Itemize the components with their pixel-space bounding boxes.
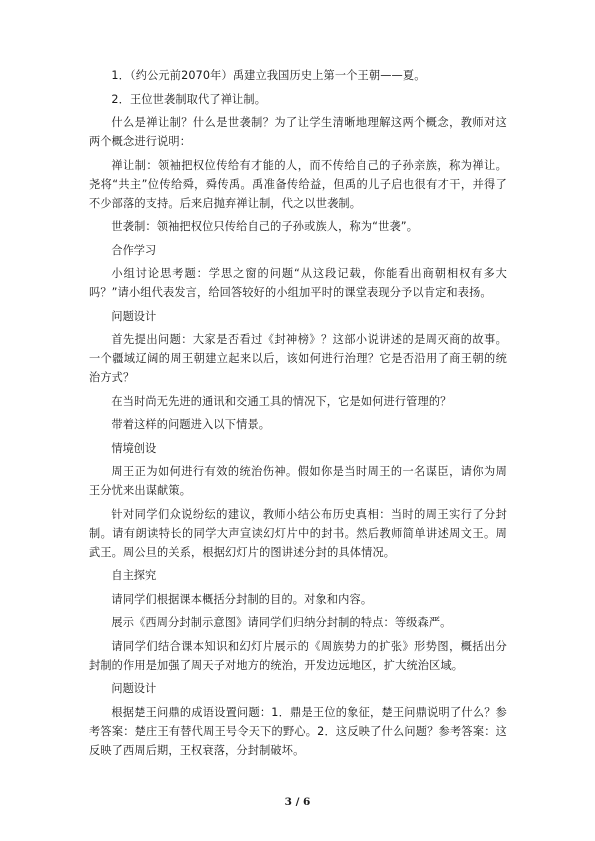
section-heading-self-exploration: 自主探究 (111, 569, 157, 582)
paragraph-concept-question: 什么是禅让制？什么是世袭制？为了让学生清晰地理解这两个概念，教师对这两个概念进行说明： (89, 116, 507, 148)
section-heading-question-design-2: 问题设计 (111, 682, 157, 695)
paragraph-hereditary-definition: 世袭制：领袖把权位只传给自己的子孙或族人，称为“世袭”。 (111, 220, 419, 233)
paragraph-advisor-roleplay: 周王正为如何进行有效的统治伤神。假如你是当时周王的一名谋臣，请你为周王分忧来出谋献策。 (89, 465, 507, 497)
paragraph-enfeoffment-truth: 针对同学们众说纷纭的建议，教师小结公布历史真相：当时的周王实行了分封制。请有朗读特长的同学大声宣读幻灯片中的封书。然后教师简单讲述周文王。周武王。周公旦的关系，根据幻灯片的图讲述分封的具体情况。 (89, 507, 507, 559)
paragraph-abdication-definition: 禅让制：领袖把权位传给有才能的人，而不传给自己的子孙亲族，称为禅让。尧将“共主”位传给舜，舜传禹。禹准备传给益，但禹的儿子启也很有才干，并得了不少部落的支持。后来启抛弃禅让制，代之以世袭制。 (89, 158, 507, 210)
section-heading-question-design: 问题设计 (111, 309, 157, 323)
list-item-xia-dynasty: 1．（约公元前2070年）禹建立我国历史上第一个王朝——夏。 (111, 69, 426, 82)
section-heading-cooperative-learning: 合作学习 (111, 243, 157, 257)
paragraph-enter-scenario: 带着这样的问题进入以下情景。 (111, 418, 271, 431)
paragraph-group-discussion: 小组讨论思考题：学思之窗的问题“从这段记载，你能看出商朝相权有多大吗？”请小组代表发言，给回答较好的小组加平时的课堂表现分予以肯定和表扬。 (89, 267, 507, 299)
section-heading-scenario-creation: 情境创设 (111, 441, 157, 455)
paragraph-chu-ding-question: 根据楚王问鼎的成语设置问题：1．鼎是王位的象征，楚王问鼎说明了什么？参考答案：楚庄王有替代周王号令天下的野心。2．这反映了什么问题？参考答案：这反映了西周后期，王权衰落，分封制破坏。 (89, 705, 507, 757)
paragraph-enfeoffment-features: 展示《西周分封制示意图》请同学们归纳分封制的特点：等级森严。 (111, 616, 452, 629)
document-body (89, 66, 507, 764)
paragraph-management-question: 在当时尚无先进的通讯和交通工具的情况下，它是如何进行管理的？ (111, 394, 452, 408)
paragraph-enfeoffment-role: 请同学们结合课本知识和幻灯片展示的《周族势力的扩张》形势图，概括出分封制的作用是加强了周天子对地方的统治，开发边远地区，扩大统治区域。 (89, 639, 507, 672)
list-item-hereditary-system: 2．王位世袭制取代了禅让制。 (111, 92, 267, 106)
paragraph-enfeoffment-purpose: 请同学们根据课本概括分封制的目的。对象和内容。 (111, 592, 373, 606)
page-number: 3 / 6 (284, 796, 311, 808)
paragraph-fengshenbang-question: 首先提出问题：大家是否看过《封神榜》？这部小说讲述的是周灭商的故事。一个疆域辽阔的周王朝建立起来以后，该如何进行治理？它是否沿用了商王朝的统治方式？ (89, 333, 507, 384)
